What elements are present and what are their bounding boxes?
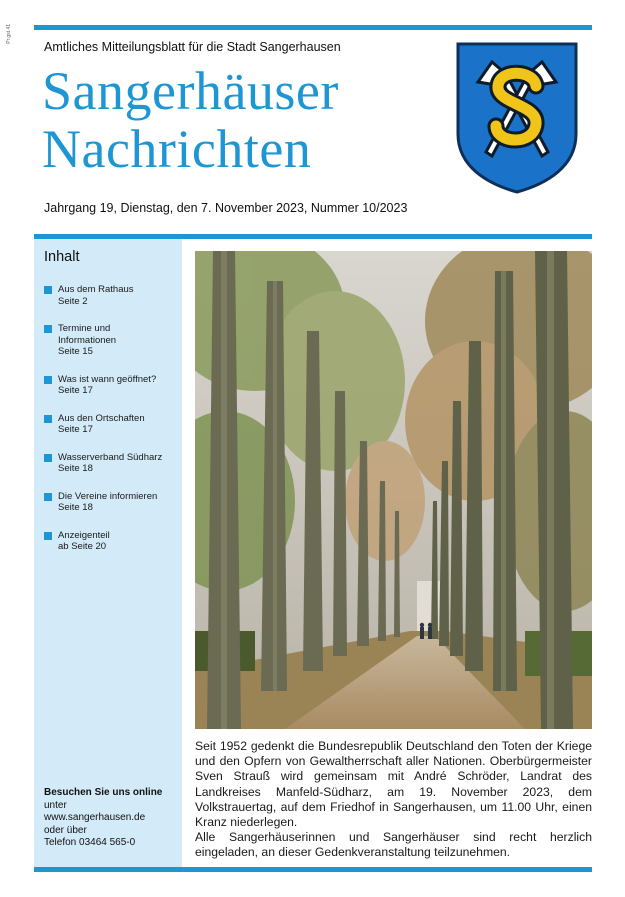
masthead-line-2: Nachrichten: [42, 119, 312, 179]
toc-item-label: Aus dem Rathaus: [58, 284, 134, 295]
article-text: [195, 739, 592, 861]
toc-item-label: Informationen: [58, 334, 117, 346]
toc-item[interactable]: [44, 284, 180, 307]
toc-item-page: Seite 15: [58, 346, 93, 357]
online-heading: Besuchen Sie uns online: [44, 787, 163, 798]
toc-item-label: Aus den Ortschaften: [58, 412, 145, 424]
toc-item-label: Termine und: [58, 323, 111, 334]
bullet-square-icon: [44, 376, 52, 384]
cover-photo: [195, 251, 592, 729]
article-paragraph-1: Seit 1952 gedenkt die Bundesrepublik Deutschland den Toten der Kriege und den Opfern von Gewaltherrschaft aller Nationen. Oberbürgermeister Sven Strauß wird gemeinsam mit André Schröder, Landrat des Landkreises Manfeld-Südharz, am 19. November 2023, dem Volkstrauertag, auf dem Friedhof in Sangerhausen, um 11.00 Uhr, einen Kranz niederlegen.: [195, 739, 592, 830]
toc-item-label: Was ist wann geöffnet?: [58, 373, 157, 385]
coat-of-arms-icon: [456, 42, 578, 194]
header-rule-top: [34, 25, 592, 30]
toc-item-page: Seite 18: [58, 463, 93, 474]
table-of-contents: [34, 239, 182, 867]
publication-subtitle: Amtliches Mitteilungsblatt für die Stadt Sangerhausen: [44, 40, 341, 54]
toc-item[interactable]: [44, 452, 180, 475]
footer-rule: [34, 867, 592, 872]
issue-line: Jahrgang 19, Dienstag, den 7. November 2023, Nummer 10/2023: [44, 201, 408, 215]
toc-item[interactable]: [44, 491, 180, 514]
article-paragraph-2: Alle Sangerhäuserinnen und Sangerhäuser sind recht herzlich eingeladen, an dieser Gedenkveranstaltung teilzunehmen.: [195, 830, 592, 860]
online-website[interactable]: www.sangerhausen.de: [44, 812, 146, 823]
online-info: [44, 787, 180, 850]
toc-item[interactable]: [44, 323, 180, 358]
bullet-square-icon: [44, 454, 52, 462]
toc-item-page: Seite 17: [58, 424, 93, 435]
toc-item-label: Die Vereine informieren: [58, 490, 158, 502]
bullet-square-icon: [44, 532, 52, 540]
toc-title: Inhalt: [44, 249, 80, 265]
toc-item-page: Seite 18: [58, 502, 93, 513]
online-line-1: unter: [44, 799, 67, 811]
bullet-square-icon: [44, 286, 52, 294]
toc-item-page: Seite 2: [58, 295, 88, 307]
masthead-line-1: Sangerhäuser: [42, 61, 339, 121]
bullet-square-icon: [44, 415, 52, 423]
online-phone: Telefon 03464 565-0: [44, 837, 136, 848]
bullet-square-icon: [44, 493, 52, 501]
toc-list: [44, 284, 180, 553]
side-code: Pr.gst.41: [6, 24, 12, 44]
toc-item[interactable]: [44, 530, 180, 553]
bullet-square-icon: [44, 325, 52, 333]
masthead-title: [42, 62, 339, 178]
toc-item[interactable]: [44, 374, 180, 397]
toc-item-page: Seite 17: [58, 385, 93, 396]
toc-item[interactable]: [44, 413, 180, 436]
toc-item-label: Wasserverband Südharz: [58, 451, 163, 463]
online-line-3: oder über: [44, 824, 87, 836]
toc-item-page: ab Seite 20: [58, 541, 107, 552]
toc-item-label: Anzeigenteil: [58, 529, 110, 541]
